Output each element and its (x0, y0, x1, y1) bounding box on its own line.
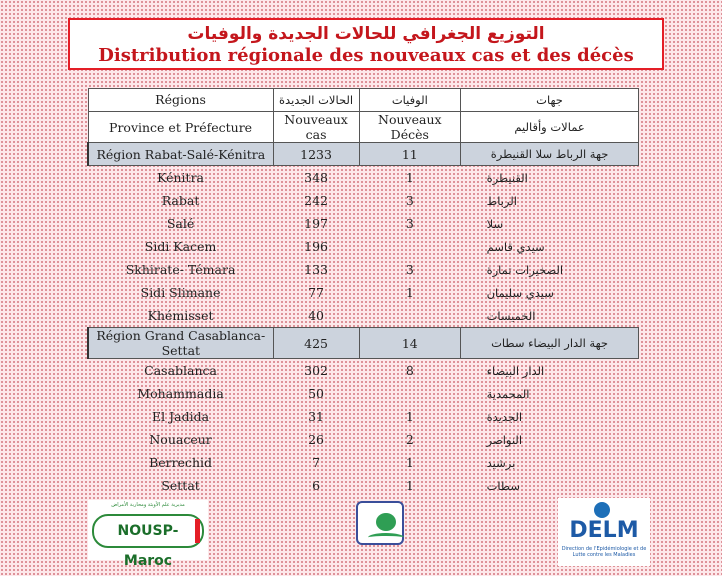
cell-deaths: 3 (405, 193, 414, 208)
delm-logo-subtitle: Direction de l'Epidémiologie et de Lutte contre les Maladies (561, 546, 647, 558)
cell-new-cases: 242 (304, 193, 328, 208)
cell-name-ar: سيدي سليمان (486, 285, 554, 300)
header-regions: Régions (88, 89, 273, 112)
cell-name: Sidi Kacem (144, 239, 217, 254)
table-row (88, 428, 639, 451)
cell-deaths: 1 (405, 170, 414, 185)
cell-deaths (359, 304, 461, 328)
header-deaths-ar: الوفيات (359, 89, 461, 112)
delm-person-icon (594, 502, 610, 518)
ministry-emblem-icon (356, 501, 404, 545)
header-deaths: Nouveaux Décès (359, 112, 461, 143)
table-header-row (88, 89, 639, 112)
nousp-logo (88, 500, 208, 569)
table-row (88, 474, 639, 497)
cell-deaths: 1 (405, 285, 414, 300)
region-row (88, 328, 639, 359)
cell-name-ar: الجديدة (486, 409, 523, 424)
cell-deaths (359, 382, 461, 405)
cell-name: Kénitra (157, 170, 205, 185)
table-row (88, 189, 639, 212)
cell-new-cases: 77 (308, 285, 325, 300)
emblem-wave-icon (368, 533, 404, 542)
cell-name: Région Rabat-Salé-Kénitra (88, 143, 273, 166)
cell-name-ar: سيدي قاسم (486, 239, 545, 254)
table-row (88, 235, 639, 258)
cell-deaths: 2 (405, 432, 414, 447)
cell-new-cases: 1233 (273, 143, 359, 166)
cell-deaths: 14 (359, 328, 461, 359)
cell-new-cases: 40 (308, 308, 325, 323)
cell-deaths: 1 (405, 478, 414, 493)
cell-deaths: 3 (405, 216, 414, 231)
cell-deaths: 8 (405, 363, 414, 378)
cell-name: Sidi Slimane (140, 285, 221, 300)
cell-new-cases: 302 (304, 363, 328, 378)
cell-new-cases: 197 (304, 216, 328, 231)
table-header-row-2 (88, 112, 639, 143)
cell-name-ar: الخميسات (486, 308, 536, 323)
cell-new-cases: 26 (308, 432, 325, 447)
table-row (88, 382, 639, 405)
table-row (88, 258, 639, 281)
nousp-logo-top-text: مديرية علم الأوبئة ومحاربة الأمراض (111, 502, 185, 508)
cell-name: Région Grand Casablanca-Settat (88, 328, 273, 359)
cell-name: Salé (166, 216, 195, 231)
cell-name-ar: جهة الرباط سلا القنيطرة (461, 143, 639, 166)
nousp-logo-text: NOUSP-Maroc (117, 523, 179, 569)
table-row (88, 405, 639, 428)
delm-logo-text: DELM (569, 518, 639, 543)
cell-deaths (359, 235, 461, 258)
table-row (88, 166, 639, 190)
cell-name-ar: سطات (486, 478, 520, 493)
cell-name-ar: النواصر (486, 432, 523, 447)
stats-table (87, 88, 639, 497)
cell-name-ar: القنيطرة (486, 170, 528, 185)
cell-new-cases: 7 (312, 455, 321, 470)
cell-name-ar: برشيد (486, 455, 516, 470)
emblem-circle-icon (376, 513, 396, 531)
cell-name-ar: المحمدية (486, 386, 530, 401)
cell-new-cases: 50 (308, 386, 325, 401)
header-new-cases-ar: الحالات الجديدة (273, 89, 359, 112)
cell-new-cases: 31 (308, 409, 325, 424)
cell-new-cases: 133 (304, 262, 328, 277)
title-french: Distribution régionale des nouveaux cas et des décès (98, 45, 634, 66)
cell-new-cases: 348 (304, 170, 328, 185)
table-row (88, 212, 639, 235)
cell-deaths: 11 (359, 143, 461, 166)
cell-name-ar: الصخيرات تمارة (486, 262, 564, 277)
cell-new-cases: 425 (273, 328, 359, 359)
cell-new-cases: 6 (312, 478, 321, 493)
cell-new-cases: 196 (304, 239, 328, 254)
cell-deaths: 3 (405, 262, 414, 277)
title-arabic: التوزيع الجغرافي للحالات الجديدة والوفيات (187, 24, 545, 44)
table-row (88, 451, 639, 474)
region-row (88, 143, 639, 166)
cell-name: Khémisset (147, 308, 214, 323)
title-box (68, 18, 664, 70)
table-row (88, 304, 639, 328)
header-provinces-ar: عمالات وأقاليم (461, 112, 639, 143)
cell-name: Skhirate- Témara (125, 262, 236, 277)
cell-name: Rabat (161, 193, 200, 208)
cell-name: El Jadida (152, 409, 210, 424)
cell-name-ar: جهة الدار البيضاء سطات (461, 328, 639, 359)
cell-name-ar: الدار البيضاء (486, 363, 545, 378)
ministry-logo (352, 497, 410, 549)
cell-name: Nouaceur (149, 432, 212, 447)
cell-name: Mohammadia (137, 386, 224, 401)
cell-name: Settat (161, 478, 200, 493)
cell-name: Casablanca (144, 363, 217, 378)
table-row (88, 281, 639, 304)
delm-logo (558, 498, 650, 566)
cell-name-ar: الرباط (486, 193, 517, 208)
cell-deaths: 1 (405, 455, 414, 470)
header-new-cases: Nouveaux cas (273, 112, 359, 143)
header-regions-ar: جهات (461, 89, 639, 112)
header-province: Province et Préfecture (88, 112, 273, 143)
cell-deaths: 1 (405, 409, 414, 424)
cell-name-ar: سلا (486, 216, 504, 231)
table-row (88, 359, 639, 383)
cell-name: Berrechid (149, 455, 213, 470)
flag-icon (195, 519, 200, 543)
nousp-badge (92, 514, 204, 569)
